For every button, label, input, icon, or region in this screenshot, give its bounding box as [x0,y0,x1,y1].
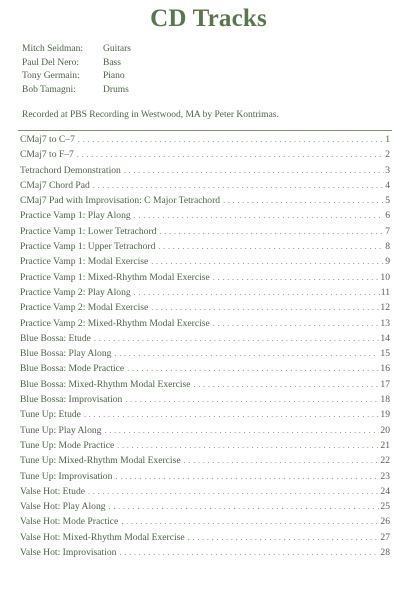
track-title: Tune Up: Etude [20,409,81,421]
dot-leader [125,395,379,404]
track-number: 4 [385,179,390,191]
track-title: CMaj7 to F–7 [20,149,74,161]
dot-leader [127,364,379,373]
track-title: Valse Hot: Mode Practice [20,516,119,528]
track-number: 19 [380,409,390,421]
credit-row [22,57,131,71]
track-number: 18 [380,394,390,406]
track-number: 6 [385,210,390,222]
track-title: Valse Hot: Play Along [20,501,106,513]
track-row [20,318,390,333]
dot-leader [115,472,379,481]
track-row [20,532,390,547]
track-title: Practice Vamp 2: Play Along [20,286,131,298]
track-number: 2 [385,149,390,161]
track-number: 25 [380,501,390,513]
dot-leader [114,349,379,358]
dot-leader [184,456,380,465]
dot-leader [124,166,384,175]
track-row [20,486,390,501]
credits-list [22,43,131,97]
track-row [20,394,390,409]
track-title: Blue Bossa: Play Along [20,348,112,360]
track-title: Practice Vamp 1: Modal Exercise [20,256,149,268]
track-title: Practice Vamp 2: Mixed-Rhythm Modal Exercise [20,317,210,329]
section-divider [18,130,392,131]
credit-name: Bob Tamagni: [22,84,76,95]
credit-instrument: Piano [103,71,125,82]
track-row [20,471,390,486]
dot-leader [151,303,379,312]
track-title: Blue Bossa: Etude [20,332,91,344]
credit-instrument: Guitars [103,44,131,54]
track-number: 27 [380,531,390,543]
track-row [20,134,390,149]
dot-leader [151,257,384,266]
track-title: Blue Bossa: Mixed-Rhythm Modal Exercise [20,378,191,390]
track-row [20,425,390,440]
track-title: Tune Up: Improvisation [20,470,113,482]
credit-instrument: Bass [103,57,121,68]
dot-leader [194,380,380,389]
track-number: 10 [380,271,390,283]
track-row [20,149,390,164]
track-number: 12 [380,302,390,314]
track-row [20,455,390,470]
dot-leader [104,426,379,435]
credit-row [22,70,131,84]
dot-leader [134,211,385,220]
track-row [20,302,390,317]
track-number: 3 [385,164,390,176]
dot-leader [93,181,384,190]
track-row [20,501,390,516]
track-number: 28 [380,547,390,559]
track-number: 14 [380,332,390,344]
track-row [20,226,390,241]
track-row [20,195,390,210]
dot-leader [84,410,379,419]
track-number: 15 [380,348,390,360]
track-title: CMaj7 Pad with Improvisation: C Major Tetrachord [20,195,221,207]
track-title: Tune Up: Mixed-Rhythm Modal Exercise [20,455,181,467]
track-number: 21 [380,439,390,451]
track-number: 17 [380,378,390,390]
track-row [20,287,390,302]
track-title: Blue Bossa: Mode Practice [20,363,125,375]
track-number: 20 [380,424,390,436]
dot-leader [88,487,379,496]
track-number: 13 [380,317,390,329]
page-title: CD Tracks [150,5,267,32]
track-number: 26 [380,516,390,528]
track-row [20,333,390,348]
track-number: 8 [385,241,390,253]
credit-name: Mitch Seidman: [22,44,83,54]
track-row [20,241,390,256]
track-title: Practice Vamp 1: Play Along [20,210,131,222]
track-number: 11 [380,286,390,298]
dot-leader [94,334,380,343]
track-number: 24 [380,485,390,497]
track-row [20,272,390,287]
track-title: Valse Hot: Mixed-Rhythm Modal Exercise [20,531,185,543]
track-number: 23 [380,470,390,482]
credit-instrument: Drums [103,84,129,95]
track-row [20,516,390,531]
recording-note: Recorded at PBS Recording in Westwood, MA by Peter Kontrimas. [22,110,279,120]
track-row [20,547,390,562]
track-title: Valse Hot: Etude [20,485,86,497]
dot-leader [158,242,384,251]
dot-leader [159,227,384,236]
track-title: Valse Hot: Improvisation [20,547,117,559]
credit-name: Tony Germain: [22,71,80,82]
track-row [20,348,390,363]
track-number: 5 [385,195,390,207]
dot-leader [77,150,384,159]
track-title: Tune Up: Mode Practice [20,439,115,451]
track-title: Practice Vamp 1: Lower Tetrachord [20,225,157,237]
track-number: 1 [385,134,390,145]
track-title: Tetrachord Demonstration [20,164,121,176]
track-row [20,180,390,195]
track-row [20,363,390,378]
track-number: 16 [380,363,390,375]
dot-leader [223,196,384,205]
dot-leader [119,548,379,557]
track-row [20,210,390,225]
track-title: Blue Bossa: Improvisation [20,394,123,406]
track-title: Practice Vamp 1: Upper Tetrachord [20,241,156,253]
dot-leader [117,441,379,450]
dot-leader [134,288,380,297]
track-number: 22 [380,455,390,467]
track-row [20,440,390,455]
track-title: CMaj7 to C–7 [20,134,75,145]
track-number: 7 [385,225,390,237]
track-row [20,165,390,180]
track-row [20,379,390,394]
dot-leader [188,533,380,542]
credit-name: Paul Del Nero: [22,57,79,68]
track-title: Practice Vamp 2: Modal Exercise [20,302,149,314]
dot-leader [78,135,384,144]
track-list [20,134,390,562]
track-number: 9 [385,256,390,268]
credit-row [22,43,131,57]
dot-leader [213,319,380,328]
dot-leader [121,517,379,526]
dot-leader [213,273,380,282]
track-row [20,409,390,424]
credit-row [22,84,131,98]
track-title: CMaj7 Chord Pad [20,179,90,191]
dot-leader [109,502,380,511]
track-title: Tune Up: Play Along [20,424,102,436]
track-row [20,256,390,271]
track-title: Practice Vamp 1: Mixed-Rhythm Modal Exercise [20,271,210,283]
